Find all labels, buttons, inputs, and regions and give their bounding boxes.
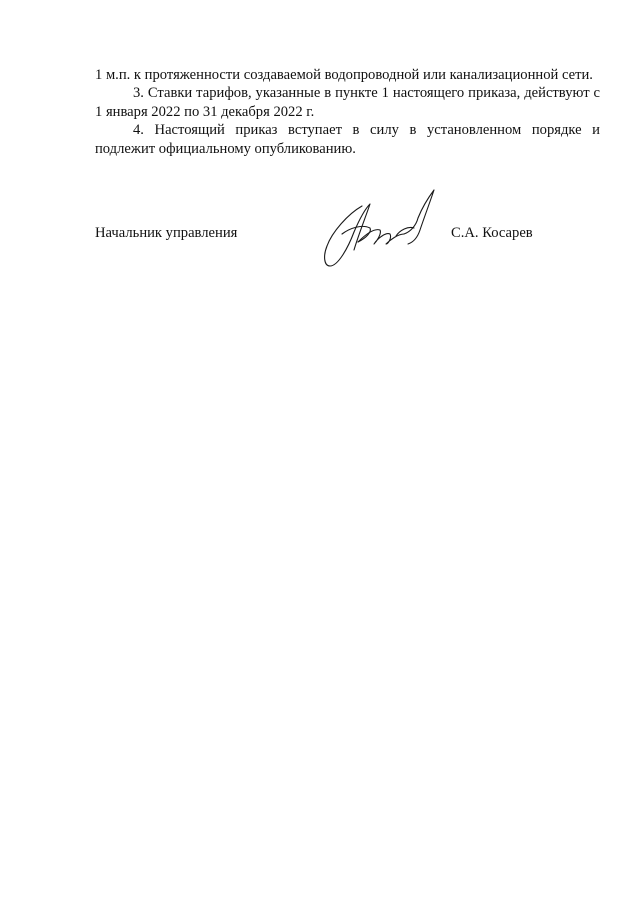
signature-icon bbox=[318, 188, 440, 270]
paragraph-item-4: 4. Настоящий приказ вступает в силу в установленном порядке и подлежит официальному опубликованию. bbox=[95, 122, 600, 157]
signer-position: Начальник управления bbox=[95, 225, 238, 241]
signer-name: С.А. Косарев bbox=[451, 225, 533, 241]
paragraph-item-3: 3. Ставки тарифов, указанные в пункте 1 настоящего приказа, действуют с 1 января 2022 по 31 декабря 2022 г. bbox=[95, 85, 600, 120]
document-body bbox=[95, 66, 600, 158]
paragraph-continuation: 1 м.п. к протяженности создаваемой водопроводной или канализационной сети. bbox=[95, 67, 593, 83]
